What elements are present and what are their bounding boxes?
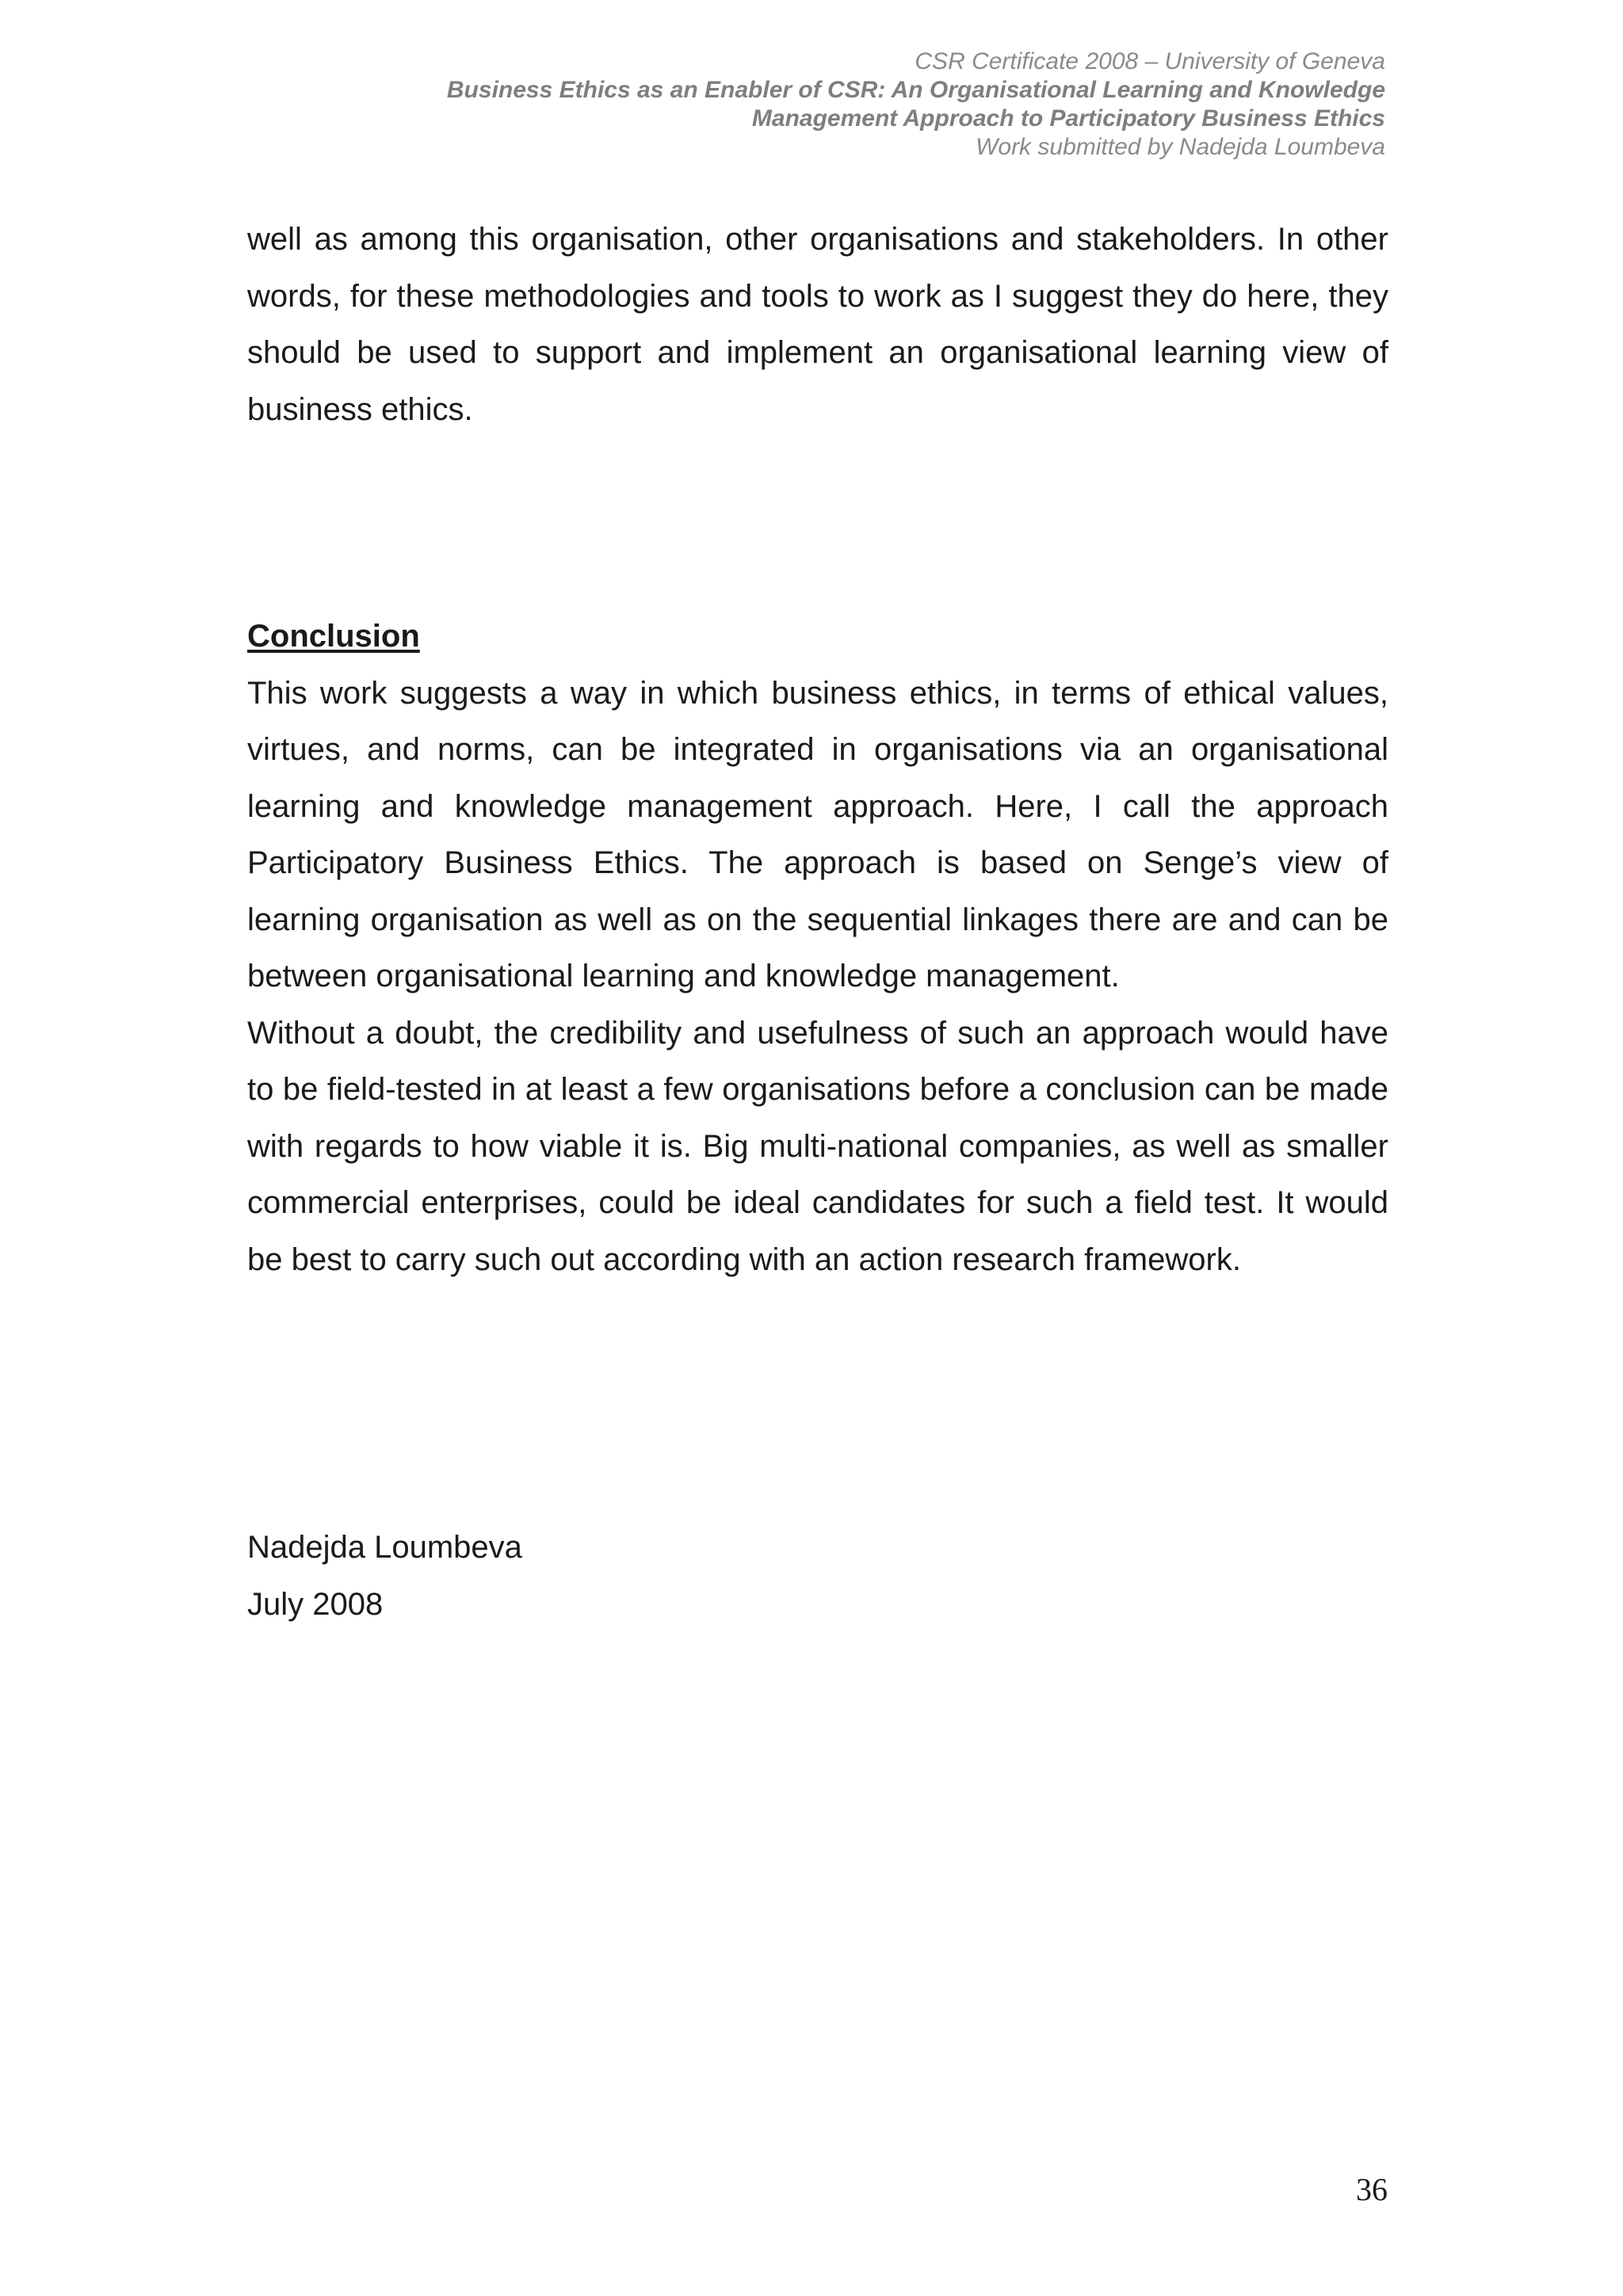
header-title-line-2: Management Approach to Participatory Business Ethics: [751, 105, 1385, 132]
conclusion-section: [247, 608, 1388, 1288]
running-header: [117, 48, 1385, 162]
signature-block: [247, 1520, 522, 1633]
intro-paragraph: well as among this organisation, other organisations and stakeholders. In other words, for these methodologies and tools to work as I suggest they do here, they should be used to support and implement an organisational learning view of business ethics.: [247, 222, 1388, 427]
header-certificate-line: CSR Certificate 2008 – University of Geneva: [915, 48, 1385, 74]
header-title-line-1: Business Ethics as an Enabler of CSR: An Organisational Learning and Knowledge: [446, 77, 1385, 103]
conclusion-paragraph-1: This work suggests a way in which business ethics, in terms of ethical values, virtues, and norms, can be integrated in organisations via an organisational learning and knowledge management approach. Here, I call the approach Participatory Business Ethics. The approach is based on Senge’s view of learning organisation as well as on the sequential linkages there are and can be between organisational learning and knowledge management.: [247, 675, 1388, 994]
conclusion-heading: Conclusion: [247, 619, 420, 654]
signature-date: July 2008: [247, 1586, 384, 1622]
intro-section: [247, 212, 1388, 438]
conclusion-paragraph-2: Without a doubt, the credibility and usefulness of such an approach would have to be field-tested in at least a few organisations before a conclusion can be made with regards to how viable it is. Big multi-national companies, as well as smaller commercial enterprises, could be ideal candidates for such a field test. It would be best to carry such out according with an action research framework.: [247, 1015, 1388, 1277]
author-name: Nadejda Loumbeva: [247, 1530, 522, 1565]
header-author-line: Work submitted by Nadejda Loumbeva: [976, 134, 1385, 160]
page-number: 36: [1356, 2172, 1388, 2207]
